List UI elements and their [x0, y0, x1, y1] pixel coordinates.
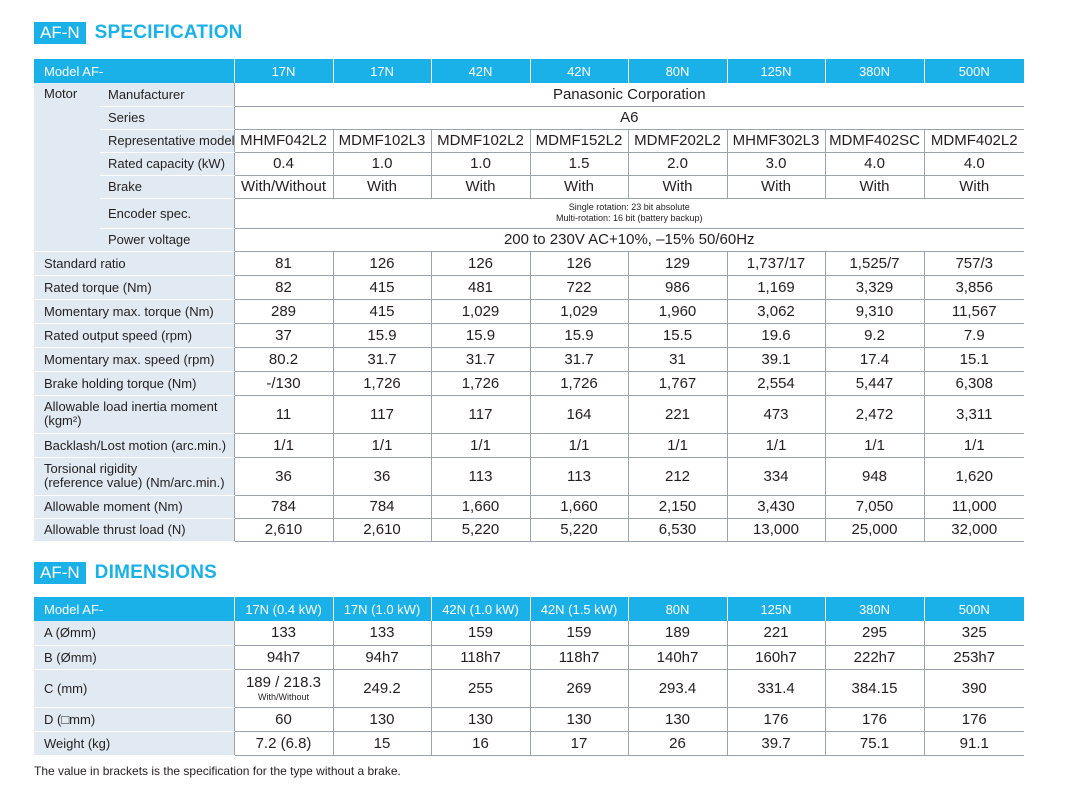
brake-cell: With/Without: [234, 175, 333, 198]
table-cell: 82: [234, 275, 333, 299]
row-label: Momentary max. speed (rpm): [34, 347, 234, 371]
row-label: Standard ratio: [34, 251, 234, 275]
row-label: Brake holding torque (Nm): [34, 371, 234, 395]
table-cell: 1,767: [628, 371, 727, 395]
voltage-row: [34, 228, 1024, 251]
series-value: A6: [234, 106, 1024, 129]
dim-c-row: [34, 669, 1024, 707]
dim-b-cell: 222h7: [825, 645, 924, 669]
backlash-cell: 1/1: [234, 433, 333, 457]
torsional-cell: 212: [628, 457, 727, 495]
thrust-cell: 25,000: [825, 518, 924, 541]
table-row: [34, 371, 1024, 395]
moment-cell: 1,660: [530, 495, 628, 518]
table-cell: 39.1: [727, 347, 825, 371]
manufacturer-label: Manufacturer: [100, 83, 234, 106]
table-cell: 2,554: [727, 371, 825, 395]
dim-c-cell: 390: [924, 669, 1024, 707]
spec-header-label: Model AF-: [34, 59, 234, 83]
rep-model-cell: MDMF152L2: [530, 129, 628, 152]
backlash-row: [34, 433, 1024, 457]
rep-model-row: [34, 129, 1024, 152]
table-cell: 11,567: [924, 299, 1024, 323]
thrust-cell: 13,000: [727, 518, 825, 541]
dims-section-title: [34, 562, 217, 584]
moment-cell: 3,430: [727, 495, 825, 518]
table-cell: 15.9: [333, 323, 431, 347]
weight-cell: 15: [333, 731, 431, 755]
torsional-label-line-1: Torsional rigidity: [44, 461, 138, 476]
dims-table: [34, 597, 1024, 756]
dims-model-col: 125N: [727, 597, 825, 621]
table-cell: 1,029: [431, 299, 530, 323]
capacity-row: [34, 152, 1024, 175]
footnote: The value in brackets is the specification for the type without a brake.: [34, 764, 401, 778]
brake-cell: With: [530, 175, 628, 198]
inertia-cell: 117: [431, 395, 530, 433]
dims-header-label: Model AF-: [34, 597, 234, 621]
thrust-cell: 5,220: [431, 518, 530, 541]
dim-d-cell: 176: [825, 707, 924, 731]
dim-b-cell: 94h7: [333, 645, 431, 669]
backlash-cell: 1/1: [333, 433, 431, 457]
dim-b-row: [34, 645, 1024, 669]
inertia-cell: 11: [234, 395, 333, 433]
spec-model-col: 42N: [431, 59, 530, 83]
weight-cell: 17: [530, 731, 628, 755]
backlash-cell: 1/1: [628, 433, 727, 457]
dims-model-col: 17N (1.0 kW): [333, 597, 431, 621]
voltage-label: Power voltage: [100, 228, 234, 251]
series-row: [34, 106, 1024, 129]
dims-badge: AF-N: [34, 562, 86, 584]
dim-a-cell: 189: [628, 621, 727, 645]
capacity-cell: 3.0: [727, 152, 825, 175]
spec-model-col: 500N: [924, 59, 1024, 83]
moment-row: [34, 495, 1024, 518]
table-cell: 15.9: [530, 323, 628, 347]
moment-cell: 784: [333, 495, 431, 518]
rep-model-cell: MDMF102L3: [333, 129, 431, 152]
voltage-value: 200 to 230V AC+10%, –15% 50/60Hz: [234, 228, 1024, 251]
inertia-cell: 2,472: [825, 395, 924, 433]
dim-d-cell: 176: [727, 707, 825, 731]
weight-cell: 75.1: [825, 731, 924, 755]
spec-section-title: [34, 22, 243, 44]
table-row: [34, 347, 1024, 371]
moment-cell: 784: [234, 495, 333, 518]
encoder-label: Encoder spec.: [100, 198, 234, 228]
rep-model-cell: MDMF402L2: [924, 129, 1024, 152]
table-cell: 129: [628, 251, 727, 275]
dim-d-cell: 130: [333, 707, 431, 731]
capacity-cell: 1.0: [431, 152, 530, 175]
encoder-value: [234, 198, 1024, 228]
weight-cell: 7.2 (6.8): [234, 731, 333, 755]
row-label: Momentary max. torque (Nm): [34, 299, 234, 323]
table-cell: 722: [530, 275, 628, 299]
table-row: [34, 251, 1024, 275]
dim-c-cell: 269: [530, 669, 628, 707]
dim-b-label: B (Ømm): [34, 645, 234, 669]
manufacturer-value: Panasonic Corporation: [234, 83, 1024, 106]
dim-b-cell: 118h7: [431, 645, 530, 669]
weight-label: Weight (kg): [34, 731, 234, 755]
capacity-cell: 4.0: [924, 152, 1024, 175]
table-cell: 289: [234, 299, 333, 323]
backlash-label: Backlash/Lost motion (arc.min.): [34, 433, 234, 457]
dim-d-cell: 176: [924, 707, 1024, 731]
table-row: [34, 323, 1024, 347]
moment-cell: 7,050: [825, 495, 924, 518]
thrust-cell: 6,530: [628, 518, 727, 541]
weight-row: [34, 731, 1024, 755]
capacity-cell: 2.0: [628, 152, 727, 175]
thrust-cell: 2,610: [234, 518, 333, 541]
capacity-label: Rated capacity (kW): [100, 152, 234, 175]
table-cell: -/130: [234, 371, 333, 395]
torsional-row: [34, 457, 1024, 495]
inertia-cell: 117: [333, 395, 431, 433]
table-cell: 126: [431, 251, 530, 275]
table-cell: 126: [333, 251, 431, 275]
table-cell: 1,737/17: [727, 251, 825, 275]
table-row: [34, 299, 1024, 323]
spec-model-col: 17N: [234, 59, 333, 83]
torsional-label: [34, 457, 234, 495]
dim-b-cell: 253h7: [924, 645, 1024, 669]
spec-model-col: 380N: [825, 59, 924, 83]
dim-b-cell: 118h7: [530, 645, 628, 669]
moment-cell: 2,150: [628, 495, 727, 518]
dim-c-cell: 331.4: [727, 669, 825, 707]
table-cell: 757/3: [924, 251, 1024, 275]
torsional-cell: 113: [530, 457, 628, 495]
table-cell: 481: [431, 275, 530, 299]
table-cell: 31.7: [431, 347, 530, 371]
table-cell: 31.7: [333, 347, 431, 371]
table-cell: 9.2: [825, 323, 924, 347]
rep-model-cell: MHMF042L2: [234, 129, 333, 152]
moment-cell: 1,660: [431, 495, 530, 518]
table-cell: 31: [628, 347, 727, 371]
table-cell: 6,308: [924, 371, 1024, 395]
moment-cell: 11,000: [924, 495, 1024, 518]
backlash-cell: 1/1: [727, 433, 825, 457]
dim-a-cell: 295: [825, 621, 924, 645]
dim-a-cell: 159: [530, 621, 628, 645]
dim-c-label: C (mm): [34, 669, 234, 707]
dim-a-cell: 221: [727, 621, 825, 645]
thrust-label: Allowable thrust load (N): [34, 518, 234, 541]
brake-cell: With: [825, 175, 924, 198]
spec-model-col: 80N: [628, 59, 727, 83]
motor-group-label: Motor: [34, 83, 100, 251]
brake-label: Brake: [100, 175, 234, 198]
table-cell: 3,329: [825, 275, 924, 299]
table-cell: 3,856: [924, 275, 1024, 299]
backlash-cell: 1/1: [825, 433, 924, 457]
table-cell: 1,726: [530, 371, 628, 395]
spec-table: [34, 59, 1024, 542]
torsional-cell: 334: [727, 457, 825, 495]
spec-badge: AF-N: [34, 22, 86, 44]
table-cell: 80.2: [234, 347, 333, 371]
dims-header-row: [34, 597, 1024, 621]
capacity-cell: 0.4: [234, 152, 333, 175]
table-cell: 15.5: [628, 323, 727, 347]
dim-a-cell: 325: [924, 621, 1024, 645]
torsional-cell: 113: [431, 457, 530, 495]
series-label: Series: [100, 106, 234, 129]
dim-c-first-value: 189 / 218.3: [245, 673, 322, 691]
table-cell: 15.9: [431, 323, 530, 347]
thrust-cell: 2,610: [333, 518, 431, 541]
inertia-label-line-2: (kgm²): [44, 413, 82, 428]
rep-model-cell: MDMF402SC: [825, 129, 924, 152]
dim-c-cell: 249.2: [333, 669, 431, 707]
thrust-cell: 32,000: [924, 518, 1024, 541]
brake-cell: With: [924, 175, 1024, 198]
torsional-cell: 36: [234, 457, 333, 495]
weight-cell: 39.7: [727, 731, 825, 755]
dims-model-col: 500N: [924, 597, 1024, 621]
table-cell: 1,029: [530, 299, 628, 323]
dim-d-cell: 60: [234, 707, 333, 731]
dim-d-cell: 130: [628, 707, 727, 731]
thrust-cell: 5,220: [530, 518, 628, 541]
capacity-cell: 1.0: [333, 152, 431, 175]
dims-model-col: 380N: [825, 597, 924, 621]
row-label: Rated torque (Nm): [34, 275, 234, 299]
torsional-cell: 36: [333, 457, 431, 495]
brake-cell: With: [628, 175, 727, 198]
brake-cell: With: [727, 175, 825, 198]
table-cell: 19.6: [727, 323, 825, 347]
weight-cell: 91.1: [924, 731, 1024, 755]
table-cell: 31.7: [530, 347, 628, 371]
table-cell: 415: [333, 299, 431, 323]
dim-a-cell: 133: [333, 621, 431, 645]
table-cell: 81: [234, 251, 333, 275]
rep-model-label: Representative model: [100, 129, 234, 152]
dim-c-cell: 255: [431, 669, 530, 707]
table-cell: 1,169: [727, 275, 825, 299]
inertia-label-line-1: Allowable load inertia moment: [44, 399, 218, 414]
weight-cell: 26: [628, 731, 727, 755]
torsional-label-line-2: (reference value) (Nm/arc.min.): [44, 475, 225, 490]
inertia-cell: 3,311: [924, 395, 1024, 433]
table-cell: 1,525/7: [825, 251, 924, 275]
inertia-cell: 473: [727, 395, 825, 433]
capacity-cell: 1.5: [530, 152, 628, 175]
dim-d-cell: 130: [431, 707, 530, 731]
dim-a-cell: 159: [431, 621, 530, 645]
backlash-cell: 1/1: [431, 433, 530, 457]
moment-label: Allowable moment (Nm): [34, 495, 234, 518]
spec-model-col: 17N: [333, 59, 431, 83]
table-cell: 1,726: [333, 371, 431, 395]
dims-model-col: 42N (1.5 kW): [530, 597, 628, 621]
brake-cell: With: [431, 175, 530, 198]
rep-model-cell: MDMF102L2: [431, 129, 530, 152]
table-cell: 3,062: [727, 299, 825, 323]
dim-b-cell: 94h7: [234, 645, 333, 669]
table-cell: 37: [234, 323, 333, 347]
torsional-cell: 1,620: [924, 457, 1024, 495]
spec-model-col: 125N: [727, 59, 825, 83]
backlash-cell: 1/1: [924, 433, 1024, 457]
spec-header-row: [34, 59, 1024, 83]
dim-d-cell: 130: [530, 707, 628, 731]
dims-model-col: 17N (0.4 kW): [234, 597, 333, 621]
dim-a-cell: 133: [234, 621, 333, 645]
table-cell: 7.9: [924, 323, 1024, 347]
table-cell: 5,447: [825, 371, 924, 395]
dim-c-cell: 293.4: [628, 669, 727, 707]
inertia-row: [34, 395, 1024, 433]
table-cell: 15.1: [924, 347, 1024, 371]
table-cell: 126: [530, 251, 628, 275]
dim-c-cell: [234, 669, 333, 707]
table-cell: 9,310: [825, 299, 924, 323]
encoder-line-2: Multi-rotation: 16 bit (battery backup): [555, 213, 703, 223]
dims-model-col: 80N: [628, 597, 727, 621]
weight-cell: 16: [431, 731, 530, 755]
dims-model-col: 42N (1.0 kW): [431, 597, 530, 621]
dim-c-cell: 384.15: [825, 669, 924, 707]
table-cell: 1,960: [628, 299, 727, 323]
encoder-line-1: Single rotation: 23 bit absolute: [568, 202, 690, 212]
thrust-row: [34, 518, 1024, 541]
capacity-cell: 4.0: [825, 152, 924, 175]
torsional-cell: 948: [825, 457, 924, 495]
encoder-row: [34, 198, 1024, 228]
backlash-cell: 1/1: [530, 433, 628, 457]
rep-model-cell: MHMF302L3: [727, 129, 825, 152]
brake-cell: With: [333, 175, 431, 198]
spec-model-col: 42N: [530, 59, 628, 83]
dims-title: DIMENSIONS: [94, 562, 218, 583]
rep-model-cell: MDMF202L2: [628, 129, 727, 152]
dim-c-first-note: With/Without: [257, 691, 309, 702]
table-cell: 986: [628, 275, 727, 299]
spec-title: SPECIFICATION: [94, 22, 243, 43]
inertia-cell: 221: [628, 395, 727, 433]
table-cell: 415: [333, 275, 431, 299]
dim-d-label: D (□mm): [34, 707, 234, 731]
dim-b-cell: 140h7: [628, 645, 727, 669]
table-row: [34, 275, 1024, 299]
dim-b-cell: 160h7: [727, 645, 825, 669]
manufacturer-row: [34, 83, 1024, 106]
dim-d-row: [34, 707, 1024, 731]
inertia-label: [34, 395, 234, 433]
brake-row: [34, 175, 1024, 198]
table-cell: 1,726: [431, 371, 530, 395]
dim-a-label: A (Ømm): [34, 621, 234, 645]
row-label: Rated output speed (rpm): [34, 323, 234, 347]
dim-a-row: [34, 621, 1024, 645]
table-cell: 17.4: [825, 347, 924, 371]
inertia-cell: 164: [530, 395, 628, 433]
